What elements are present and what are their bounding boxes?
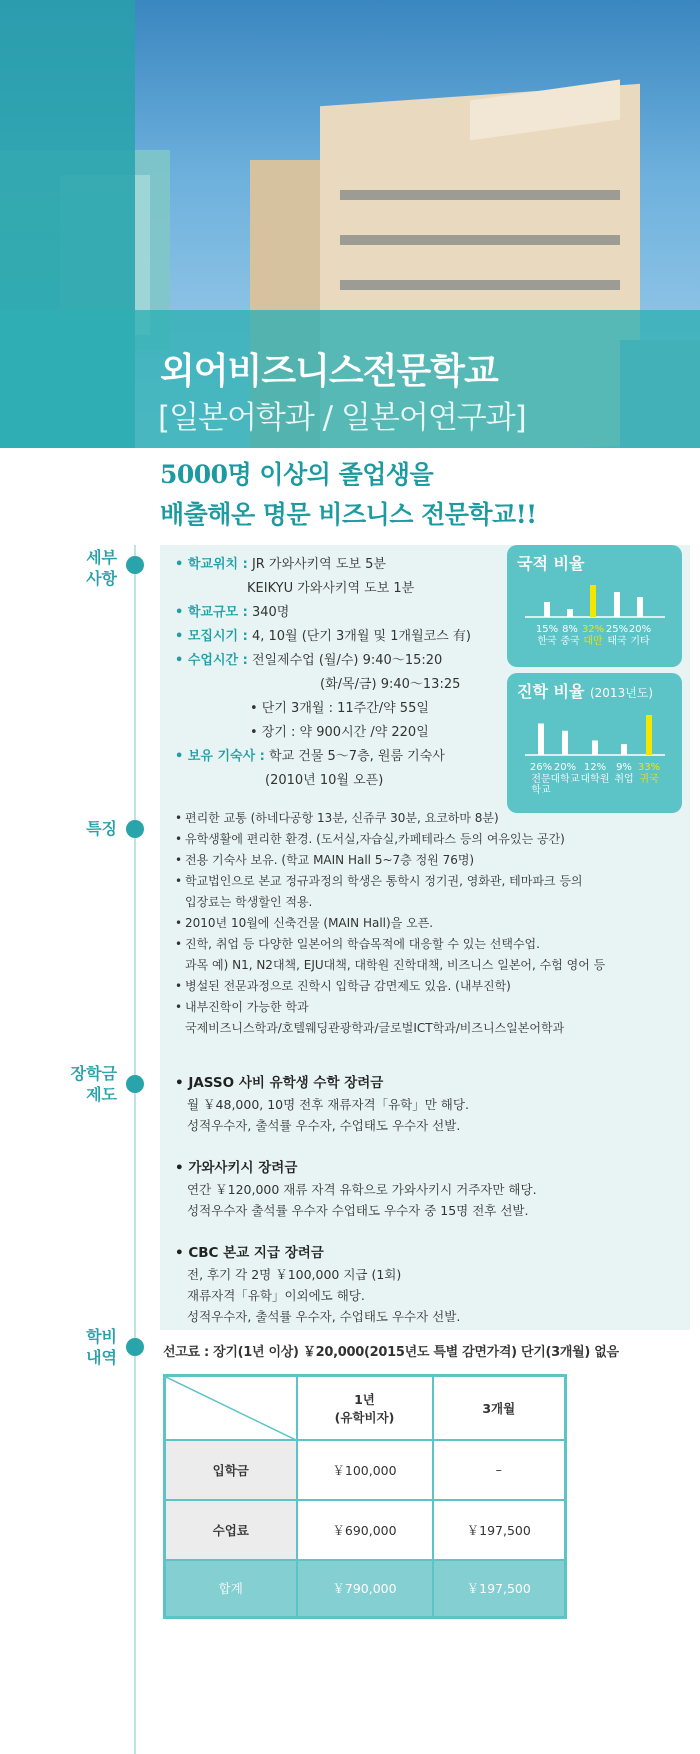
detail-value: 학교 건물 5～7층, 원룸 기숙사	[269, 749, 445, 764]
feature-item: • 진학, 취업 등 다양한 일본어의 학습목적에 대응할 수 있는 선택수업.	[175, 934, 605, 955]
corner-diagonal	[166, 1377, 298, 1441]
chart-title: 국적 비율	[517, 554, 585, 573]
scholarship-title: • JASSO 사비 유학생 수학 장려금	[175, 1075, 384, 1091]
fee-col-1year-line1: 1년	[354, 1391, 375, 1407]
detail-key: • 수업시간 :	[175, 653, 248, 668]
feature-item: • 전용 기숙사 보유. (학교 MAIN Hall 5~7층 정원 76명)	[175, 850, 605, 871]
fee-row	[165, 1440, 566, 1500]
chart-bar	[590, 585, 596, 617]
feature-item: • 편리한 교통 (하네다공항 13분, 신쥬쿠 30분, 요코하마 8분)	[175, 808, 605, 829]
progression-chart	[507, 673, 682, 813]
scholarship-detail: 성적우수자, 출석률 우수자, 수업태도 우수자 선발.	[187, 1309, 461, 1324]
fee-table-header-row	[165, 1376, 566, 1440]
timeline-dot-details	[126, 556, 144, 574]
feature-item: • 학교법인으로 본교 정규과정의 학생은 통학시 정기권, 영화관, 테마파크 등의	[175, 871, 605, 892]
timeline-line	[134, 545, 136, 1754]
chart-category-label: 태국	[607, 636, 627, 647]
chart-data-label: 20%	[628, 624, 652, 635]
detail-long-term	[175, 721, 471, 745]
feature-item-continued: 입장료는 학생할인 적용.	[185, 895, 313, 909]
fee-col-1year-line2: (유학비자)	[334, 1409, 395, 1425]
fee-cell: –	[433, 1440, 566, 1500]
school-title: 외어비즈니스전문학교	[160, 351, 498, 392]
detail-value: (화/목/금) 9:40～13:25	[320, 677, 461, 692]
chart-category-label: 대학원	[580, 774, 610, 785]
chart-data-label: 8%	[562, 624, 578, 635]
timeline-dot-features	[126, 820, 144, 838]
nationality-chart	[507, 545, 682, 667]
headline-line-1: 5000명 이상의 졸업생을	[160, 460, 434, 489]
feature-item: • 2010년 10월에 신축건물 (MAIN Hall)을 오픈.	[175, 913, 605, 934]
detail-key: • 학교규모 :	[175, 605, 248, 620]
detail-value: • 장기 : 약 900시간 /약 220일	[250, 725, 429, 740]
detail-dorm-2	[175, 769, 471, 793]
chart-bar	[592, 740, 598, 755]
chart-category-label: 대만	[583, 636, 603, 647]
details-list	[175, 553, 471, 793]
chart-bar	[562, 731, 568, 755]
chart-title-text: 진학 비율	[517, 682, 585, 701]
section-label-features: 특징	[86, 819, 117, 838]
chart-bar	[614, 592, 620, 617]
detail-class	[175, 649, 471, 673]
feature-item: • 내부진학이 가능한 학과	[175, 997, 605, 1018]
chart-category-label: 대학교	[550, 774, 580, 785]
scholarship-detail: 전, 후기 각 2명 ￥100,000 지급 (1회)	[187, 1267, 402, 1282]
chart-data-label: 32%	[581, 624, 605, 635]
feature-item-continued: 과목 예) N1, N2대책, EJU대책, 대학원 진학대책, 비즈니스 일본어, 수험 영어 등	[185, 958, 606, 972]
fee-cell: ￥197,500	[433, 1500, 566, 1560]
fee-cell: ￥100,000	[297, 1440, 433, 1500]
chart-category-label: 기타	[630, 636, 650, 647]
detail-value: KEIKYU 가와사키역 도보 1분	[247, 581, 415, 596]
feature-item: • 유학생활에 편리한 환경. (도서실,자습실,카페테라스 등의 여유있는 공간)	[175, 829, 605, 850]
chart-category-label: 전문	[531, 774, 551, 785]
hero-window-row	[340, 190, 620, 200]
chart-category-label: 중국	[560, 636, 580, 647]
section-label-line: 세부	[86, 548, 117, 567]
chart-category-label: 귀국	[639, 774, 659, 785]
section-label-line: 제도	[86, 1085, 117, 1104]
chart-bar	[621, 744, 627, 755]
chart-data-label: 15%	[535, 624, 559, 635]
chart-category-label: 한국	[537, 636, 557, 647]
scholarship-item	[175, 1073, 537, 1136]
features-list	[175, 808, 605, 1039]
scholarship-detail: 월 ￥48,000, 10명 전후 재류자격「유학」만 해당.	[187, 1097, 469, 1112]
chart-data-label: 26%	[529, 762, 553, 773]
fee-col-1year	[297, 1376, 433, 1440]
scholarship-detail: 성적우수자 출석률 우수자 수업태도 우수자 중 15명 전후 선발.	[187, 1203, 529, 1218]
section-label-line: 사항	[86, 569, 117, 588]
section-label-scholarship	[32, 1063, 117, 1105]
nationality-chart-svg	[507, 545, 682, 667]
chart-data-label: 25%	[605, 624, 629, 635]
detail-short-term	[175, 697, 471, 721]
chart-title-note: (2013년도)	[589, 686, 654, 700]
section-label-details	[32, 547, 117, 589]
fee-row	[165, 1500, 566, 1560]
detail-value: 4, 10월 (단기 3개월 및 1개월코스 有)	[251, 629, 471, 644]
chart-bar	[544, 602, 550, 617]
section-label-line: 장학금	[70, 1064, 117, 1083]
scholarship-title: • CBC 본교 지급 장려금	[175, 1245, 324, 1261]
detail-value: (2010년 10월 오픈)	[265, 773, 384, 788]
detail-location-2	[175, 577, 471, 601]
detail-key: • 학교위치 :	[175, 557, 248, 572]
scholarship-detail: 재류자격「유학」이외에도 해당.	[187, 1288, 365, 1303]
detail-value: 전일제수업 (월/수) 9:40～15:20	[251, 653, 443, 668]
chart-category-label: 취업	[614, 774, 634, 785]
fee-row-label: 수업료	[165, 1500, 297, 1560]
fee-total-row	[165, 1560, 566, 1618]
headline	[160, 455, 537, 535]
fee-total-cell: ￥197,500	[433, 1560, 566, 1618]
hero-window-row	[340, 280, 620, 290]
scholarship-list	[175, 1073, 537, 1349]
headline-line-2: 배출해온 명문 비즈니스 전문학교!!	[160, 500, 537, 529]
detail-size	[175, 601, 471, 625]
fee-table	[163, 1374, 567, 1619]
detail-key: • 보유 기숙사 :	[175, 749, 265, 764]
progression-chart-svg	[507, 673, 682, 813]
section-label-fees	[32, 1326, 117, 1368]
scholarship-detail: 연간 ￥120,000 재류 자격 유학으로 가와사키시 거주자만 해당.	[187, 1182, 537, 1197]
chart-bar	[637, 597, 643, 617]
detail-value: JR 가와사키역 도보 5분	[251, 557, 386, 572]
chart-data-label: 20%	[553, 762, 577, 773]
chart-data-label: 9%	[616, 762, 632, 773]
detail-key: • 모집시기 :	[175, 629, 248, 644]
fee-row-label: 입학금	[165, 1440, 297, 1500]
hero-window-row	[340, 235, 620, 245]
chart-bar	[646, 715, 652, 755]
section-label-line: 학비	[86, 1327, 117, 1346]
chart-bar	[567, 609, 573, 617]
chart-data-label: 12%	[583, 762, 607, 773]
fee-note: 선고료 : 장기(1년 이상) ￥20,000(2015년도 특별 감면가격) 단기(3개월) 없음	[163, 1345, 619, 1360]
fee-cell: ￥690,000	[297, 1500, 433, 1560]
timeline-dot-fees	[126, 1338, 144, 1356]
detail-dorm	[175, 745, 471, 769]
scholarship-detail: 성적우수자, 출석률 우수자, 수업태도 우수자 선발.	[187, 1118, 461, 1133]
hero-banner	[0, 0, 700, 448]
feature-item: • 병설된 전문과정으로 진학시 입학금 감면제도 있음. (내부진학)	[175, 976, 605, 997]
detail-location	[175, 553, 471, 577]
chart-data-label: 33%	[637, 762, 661, 773]
detail-class-2	[175, 673, 471, 697]
detail-intake	[175, 625, 471, 649]
detail-value: • 단기 3개월 : 11주간/약 55일	[250, 701, 429, 716]
chart-category-label: 학교	[531, 785, 551, 796]
school-subtitle: [일본어학과 / 일본어연구과]	[158, 400, 526, 436]
scholarship-item	[175, 1243, 537, 1327]
fee-total-cell: ￥790,000	[297, 1560, 433, 1618]
chart-bar	[538, 723, 544, 755]
feature-item-continued: 국제비즈니스학과/호텔웨딩관광학과/글로벌ICT학과/비즈니스일본어학과	[185, 1021, 565, 1035]
fee-total-label: 합계	[165, 1560, 297, 1618]
detail-value: 340명	[251, 605, 290, 620]
fee-table-corner	[165, 1376, 297, 1440]
fee-col-3months: 3개월	[433, 1376, 566, 1440]
scholarship-item	[175, 1158, 537, 1221]
scholarship-title: • 가와사키시 장려금	[175, 1160, 298, 1176]
section-label-line: 내역	[86, 1348, 117, 1367]
timeline-dot-scholarship	[126, 1075, 144, 1093]
